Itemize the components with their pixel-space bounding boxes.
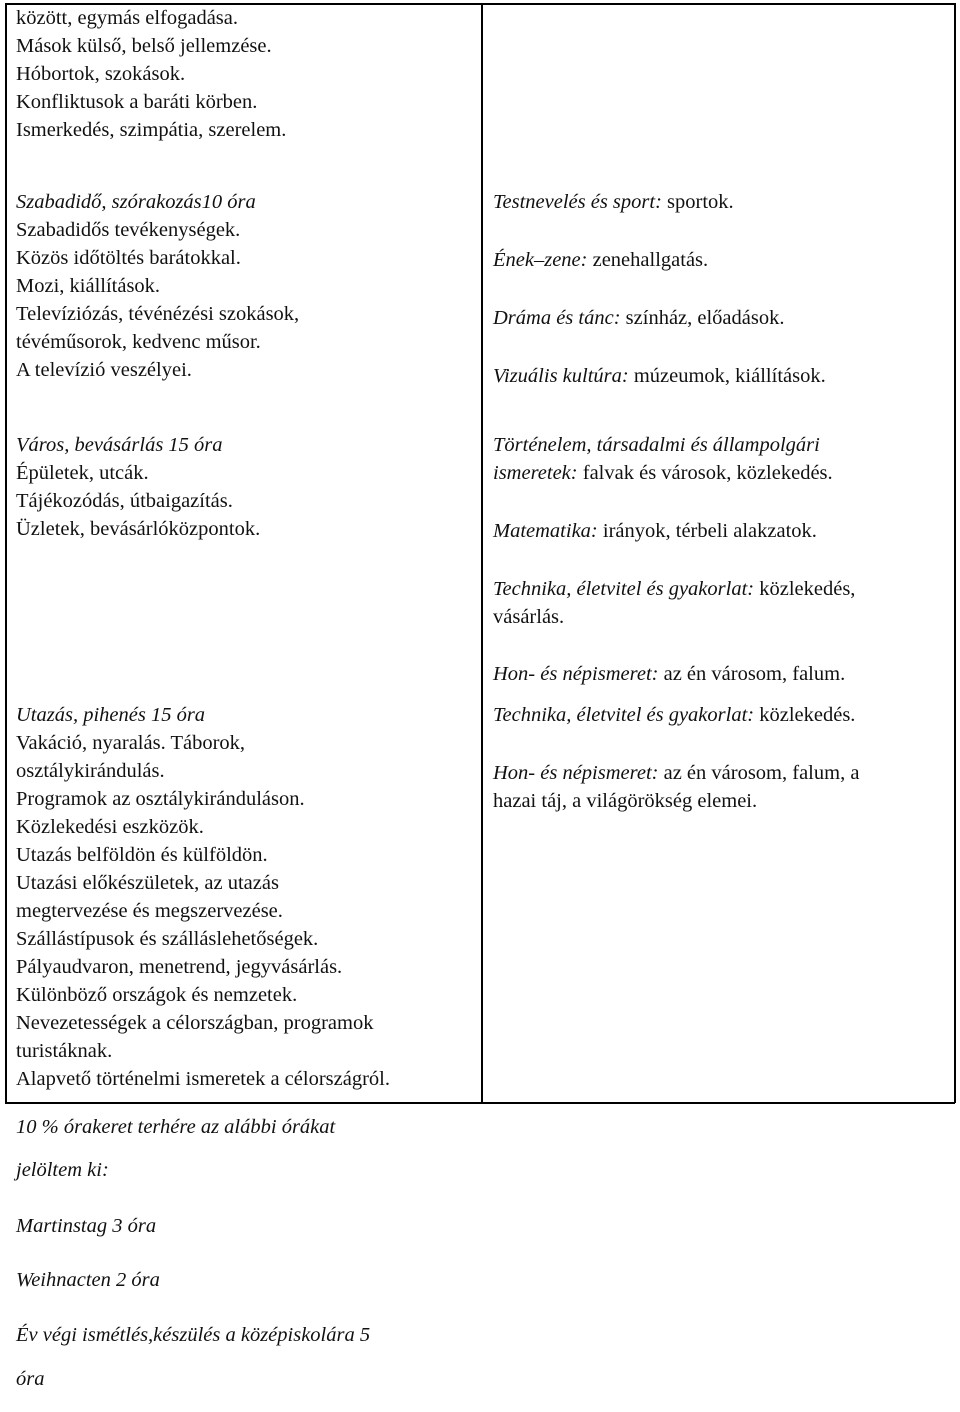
footer-note [16, 1113, 916, 1141]
subject-link-math [493, 517, 948, 545]
subject-text: közlekedés. [754, 704, 856, 726]
subject-label: Vizuális kultúra: [493, 365, 629, 387]
travel-line: Programok az osztálykiránduláson. [16, 788, 305, 810]
intro-line: között, egymás elfogadása. [16, 7, 239, 29]
subject-text: az én városom, falum. [658, 663, 846, 685]
subject-label: Hon- és népismeret: [493, 762, 659, 784]
table-border-right [954, 3, 956, 1103]
travel-line: Alapvető történelmi ismeretek a célországról. [16, 1068, 390, 1090]
subject-label: Testnevelés és sport: [493, 191, 662, 213]
city-heading: Város, bevásárlás 15 óra [16, 434, 223, 456]
intro-line: Hóbortok, szokások. [16, 63, 186, 85]
footer-item-weihnachten [16, 1266, 160, 1294]
subject-label: Dráma és tánc: [493, 307, 621, 329]
footer-line: 10 % órakeret terhére az alábbi órákat [16, 1116, 336, 1138]
footer-line: jelöltem ki: [16, 1159, 109, 1181]
footer-note-2 [16, 1156, 109, 1184]
subject-text: hazai táj, a világörökség elemei. [493, 790, 758, 812]
city-line: Tájékozódás, útbaigazítás. [16, 490, 233, 512]
table-border-left [5, 3, 7, 1103]
subject-text: közlekedés, [754, 578, 856, 600]
subject-link-folk-2 [493, 759, 948, 815]
subject-link-sport [493, 188, 948, 216]
travel-line: Pályaudvaron, menetrend, jegyvásárlás. [16, 956, 343, 978]
intro-block [16, 4, 486, 144]
city-line: Épületek, utcák. [16, 462, 149, 484]
leisure-line: tévéműsorok, kedvenc műsor. [16, 331, 261, 353]
travel-line: megtervezése és megszervezése. [16, 900, 283, 922]
footer-item: Év végi ismétlés,készülés a középiskolára 5 [16, 1324, 371, 1346]
subject-text: az én városom, falum, a [658, 762, 860, 784]
subject-link-drama [493, 304, 948, 332]
subject-label: Ének–zene: [493, 249, 588, 271]
subject-link-technology-2 [493, 701, 948, 729]
footer-item: óra [16, 1368, 45, 1390]
travel-line: Nevezetességek a célországban, programok [16, 1012, 374, 1034]
travel-line: turistáknak. [16, 1040, 113, 1062]
travel-line: Utazási előkészületek, az utazás [16, 872, 279, 894]
leisure-heading: Szabadidő, szórakozás10 óra [16, 191, 256, 213]
subject-label: Technika, életvitel és gyakorlat: [493, 704, 755, 726]
intro-line: Ismerkedés, szimpátia, szerelem. [16, 119, 287, 141]
footer-item: Martinstag 3 óra [16, 1215, 157, 1237]
footer-item: Weihnacten 2 óra [16, 1269, 160, 1291]
table-border-bottom [5, 1102, 955, 1104]
subject-link-folk [493, 660, 948, 688]
travel-heading: Utazás, pihenés 15 óra [16, 704, 206, 726]
subject-text: vásárlás. [493, 606, 565, 628]
leisure-block [16, 188, 486, 384]
intro-line: Konfliktusok a baráti körben. [16, 91, 258, 113]
subject-label: Matematika: [493, 520, 598, 542]
leisure-line: Szabadidős tevékenységek. [16, 219, 241, 241]
city-block [16, 431, 486, 543]
travel-line: Közlekedési eszközök. [16, 816, 204, 838]
subject-text: múzeumok, kiállítások. [628, 365, 826, 387]
subject-text: sportok. [661, 191, 734, 213]
subject-label: ismeretek: [493, 462, 578, 484]
subject-text: zenehallgatás. [587, 249, 709, 271]
subject-link-technology [493, 575, 948, 631]
leisure-line: Televíziózás, tévénézési szokások, [16, 303, 300, 325]
city-line: Üzletek, bevásárlóközpontok. [16, 518, 261, 540]
left-column [16, 4, 486, 144]
travel-block [16, 701, 486, 1093]
subject-text: színház, előadások. [620, 307, 785, 329]
subject-label: Technika, életvitel és gyakorlat: [493, 578, 755, 600]
subject-label: Hon- és népismeret: [493, 663, 659, 685]
subject-text: irányok, térbeli alakzatok. [597, 520, 817, 542]
travel-line: Különböző országok és nemzetek. [16, 984, 298, 1006]
footer-item-martinstag [16, 1212, 156, 1240]
subject-label: Történelem, társadalmi és állampolgári [493, 434, 820, 456]
footer-item-review-2 [16, 1365, 44, 1393]
intro-line: Mások külső, belső jellemzése. [16, 35, 272, 57]
subject-link-history [493, 431, 948, 487]
leisure-line: Mozi, kiállítások. [16, 275, 161, 297]
subject-link-visual [493, 362, 948, 390]
leisure-line: Közös időtöltés barátokkal. [16, 247, 241, 269]
travel-line: osztálykirándulás. [16, 760, 165, 782]
travel-line: Utazás belföldön és külföldön. [16, 844, 268, 866]
travel-line: Szállástípusok és szálláslehetőségek. [16, 928, 319, 950]
subject-text: falvak és városok, közlekedés. [577, 462, 833, 484]
subject-link-music [493, 246, 948, 274]
travel-line: Vakáció, nyaralás. Táborok, [16, 732, 246, 754]
leisure-line: A televízió veszélyei. [16, 359, 192, 381]
footer-item-review [16, 1321, 370, 1349]
